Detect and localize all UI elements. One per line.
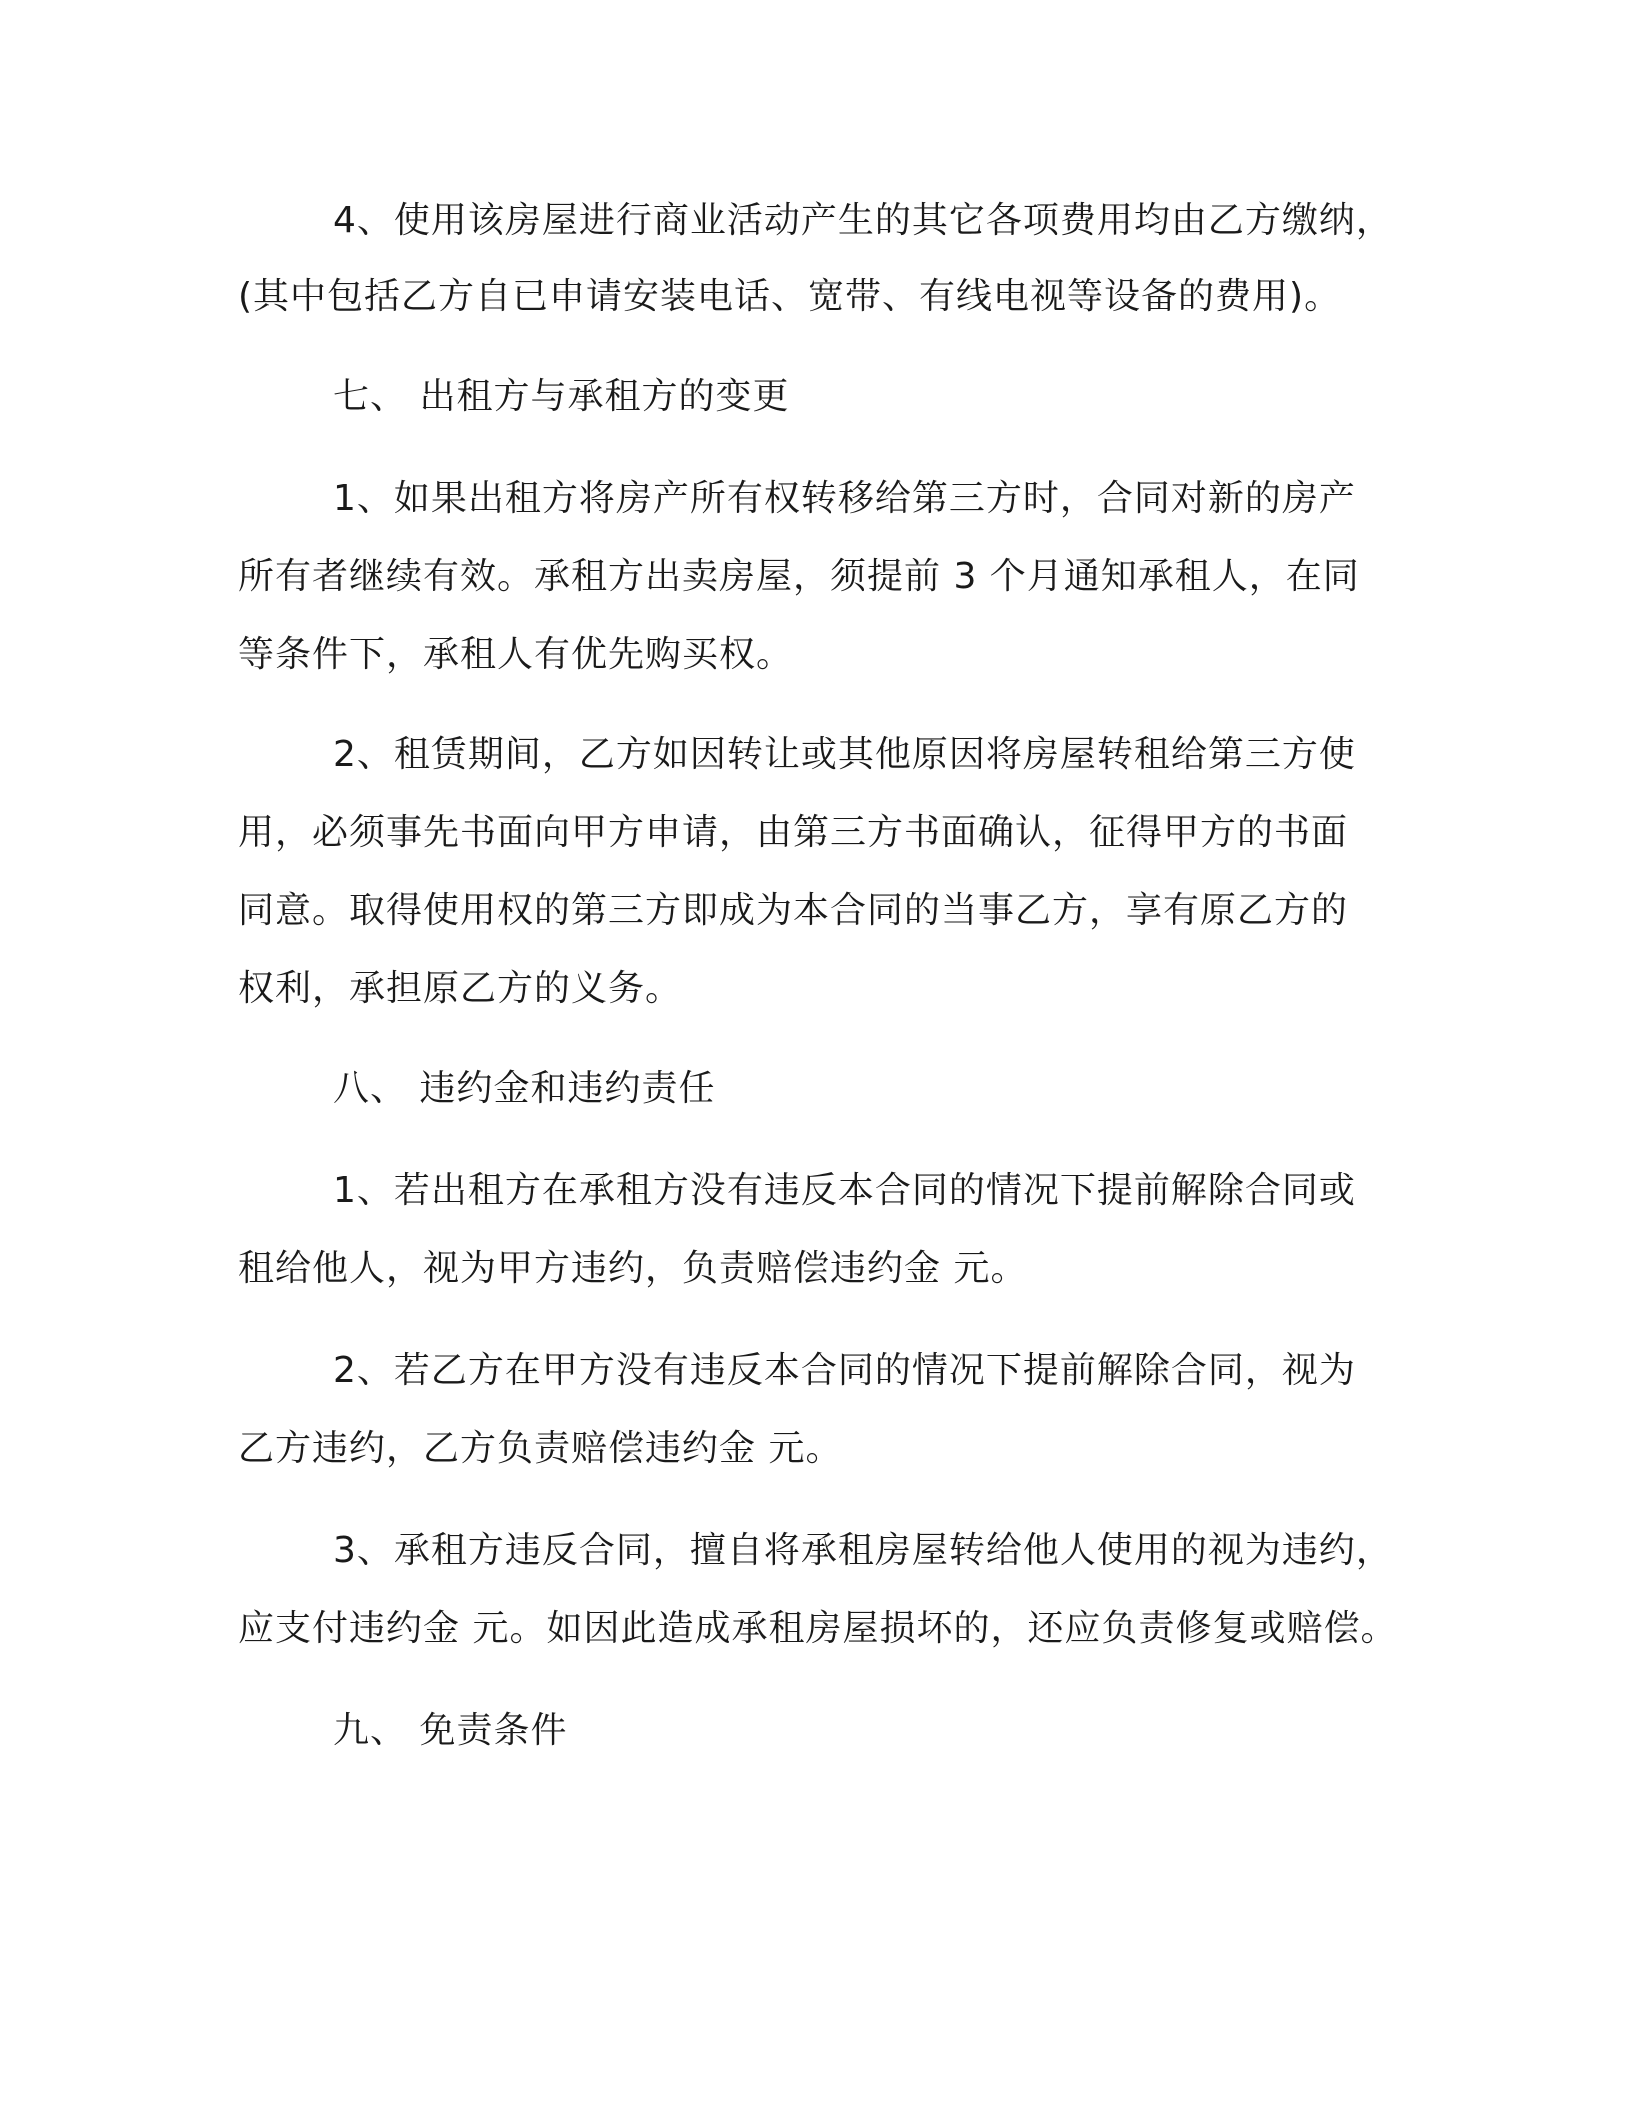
clause-8-2-line-2: 乙方违约，乙方负责赔偿违约金 元。 <box>238 1428 843 1469</box>
clause-7-1-line-2: 所有者继续有效。承租方出卖房屋，须提前 3 个月通知承租人，在同 <box>238 556 1360 597</box>
clause-8-1-line-1: 1、若出租方在承租方没有违反本合同的情况下提前解除合同或 <box>333 1170 1356 1211</box>
clause-8-3-line-1: 3、承租方违反合同，擅自将承租房屋转给他人使用的视为违约， <box>333 1530 1393 1571</box>
clause-7-2-line-2: 用，必须事先书面向甲方申请，由第三方书面确认，征得甲方的书面 <box>238 812 1349 853</box>
clause-7-1-line-1: 1、如果出租方将房产所有权转移给第三方时，合同对新的房产 <box>333 478 1356 519</box>
clause-8-1-line-2: 租给他人，视为甲方违约，负责赔偿违约金 元。 <box>238 1248 1028 1289</box>
clause-7-2-line-1: 2、租赁期间，乙方如因转让或其他原因将房屋转租给第三方使 <box>333 734 1356 775</box>
clause-8-3-line-2: 应支付违约金 元。如因此造成承租房屋损坏的，还应负责修复或赔偿。 <box>238 1608 1398 1649</box>
clause-8-2-line-1: 2、若乙方在甲方没有违反本合同的情况下提前解除合同，视为 <box>333 1350 1356 1391</box>
section-7-heading: 七、 出租方与承租方的变更 <box>333 376 790 417</box>
clause-6-4-line-1: 4、使用该房屋进行商业活动产生的其它各项费用均由乙方缴纳， <box>333 200 1393 241</box>
clause-7-2-line-3: 同意。取得使用权的第三方即成为本合同的当事乙方，享有原乙方的 <box>238 890 1349 931</box>
clause-7-1-line-3: 等条件下，承租人有优先购买权。 <box>238 634 794 675</box>
section-9-heading: 九、 免责条件 <box>333 1710 568 1751</box>
clause-7-2-line-4: 权利，承担原乙方的义务。 <box>238 968 683 1009</box>
clause-6-4-line-2: (其中包括乙方自已申请安装电话、宽带、有线电视等设备的费用)。 <box>238 276 1342 317</box>
section-8-heading: 八、 违约金和违约责任 <box>333 1068 716 1109</box>
